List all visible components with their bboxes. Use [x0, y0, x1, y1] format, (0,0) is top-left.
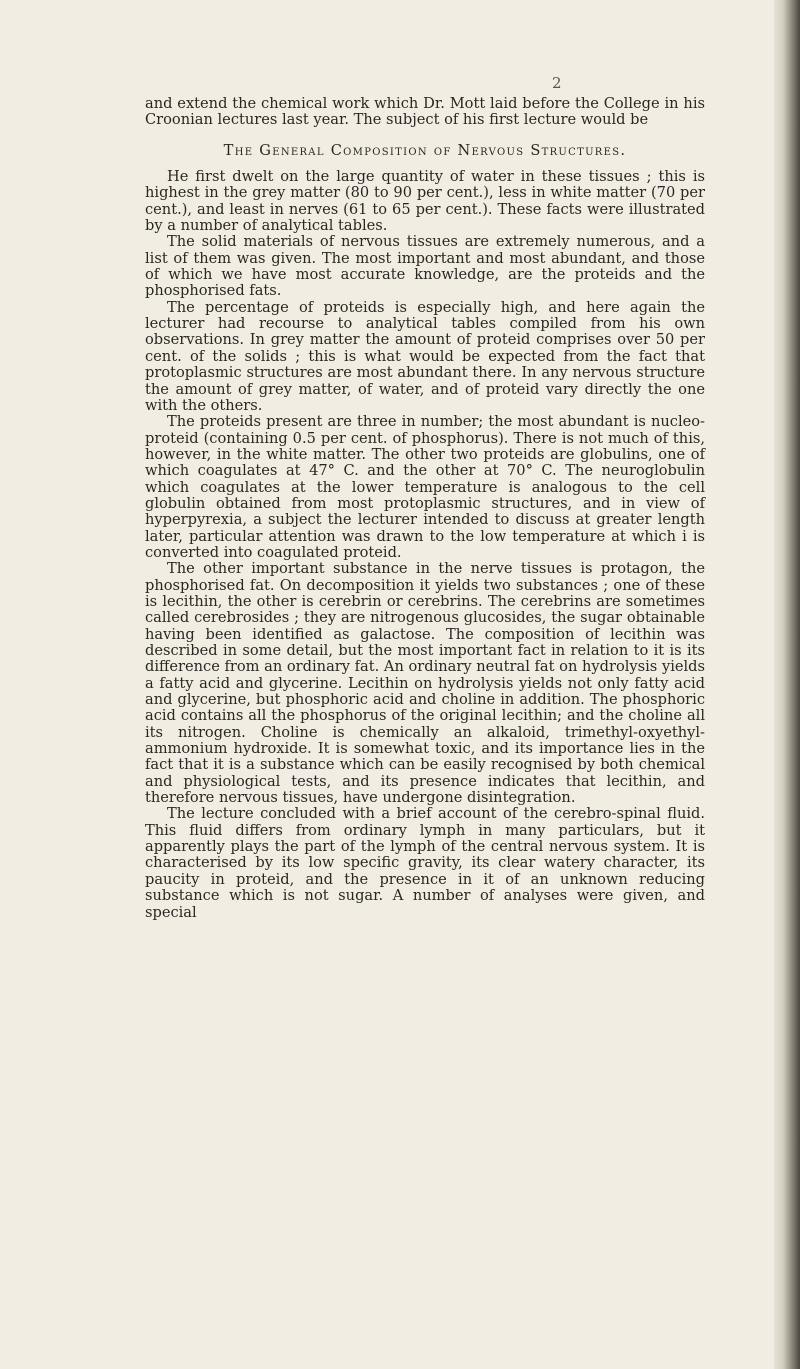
paragraph-proteid-percentage: The percentage of proteids is especially high, and here again the lecturer had recourse to analytical tables compiled from his own observations. In grey matter the amount of proteid comprises over 50 per cent. of the solids ; this is what would be expected from the fact that protoplasmic structures are most abundant there. In any nervous structure the amount of grey matter, of water, and of proteid vary directly the one with the others.	[145, 298, 705, 414]
body-text	[145, 96, 705, 921]
page-number: 2	[552, 74, 562, 92]
page-edge-shadow	[774, 0, 800, 1369]
section-heading: The General Composition of Nervous Structures.	[223, 141, 627, 159]
paragraph-proteids: The proteids present are three in number; the most abundant is nucleo-proteid (containing 0.5 per cent. of phosphorus). There is not much of this, however, in the white matter. The other two proteids are globulins, one of which coagulates at 47° C. and the other at 70° C. The neuroglobulin which coagulates at the lower temperature is analogous to the cell globulin obtained from most protoplasmic structures, and in view of hyperpyrexia, a subject the lecturer intended to discuss at greater length later, particular attention was drawn to the low temperature at which i is converted into coagulated proteid.	[145, 413, 705, 561]
paragraph-solid-materials: The solid materials of nervous tissues are extremely numerous, and a list of them was given. The most important and most abundant, and those of which we have most accurate knowledge, are the proteids and the phosphorised fats.	[145, 233, 705, 300]
paragraph-cerebro-spinal-fluid: The lecture concluded with a brief account of the cerebro-spinal fluid. This fluid differs from ordinary lymph in many particulars, but it apparently plays the part of the lymph of the central nervous system. It is characterised by its low specific gravity, its clear watery character, its paucity in proteid, and the presence in it of an unknown reducing substance which is not sugar. A number of analyses were given, and special	[145, 805, 705, 921]
paragraph-protagon: The other important substance in the nerve tissues is protagon, the phosphorised fat. On decomposition it yields two substances ; one of these is lecithin, the other is cerebrin or cerebrins. The cerebrins are sometimes called cerebrosides ; they are nitrogenous glucosides, the sugar obtainable having been identified as galactose. The composition of lecithin was described in some detail, but the most important fact in relation to it is its difference from an ordinary fat. An ordinary neutral fat on hydrolysis yields a fatty acid and glycerine. Lecithin on hydrolysis yields not only fatty acid and glycerine, but phosphoric acid and choline in addition. The phosphoric acid contains all the phosphorus of the original lecithin; and the choline all its nitrogen. Choline is chemically an alkaloid, trimethyl-oxyethyl-ammonium hydroxide. It is somewhat toxic, and its importance lies in the fact that it is a substance which can be easily recognised by both chemical and physiological tests, and its presence indicates that lecithin, and therefore nervous tissues, have undergone disintegration.	[145, 560, 705, 807]
intro-paragraph: and extend the chemical work which Dr. Mott laid before the College in his Croonian lectures last year. The subject of his first lecture would be	[145, 95, 705, 129]
paragraph-water: He first dwelt on the large quantity of water in these tissues ; this is highest in the grey matter (80 to 90 per cent.), less in white matter (70 per cent.), and least in nerves (61 to 65 per cent.). These facts were illustrated by a number of analytical tables.	[145, 168, 705, 235]
